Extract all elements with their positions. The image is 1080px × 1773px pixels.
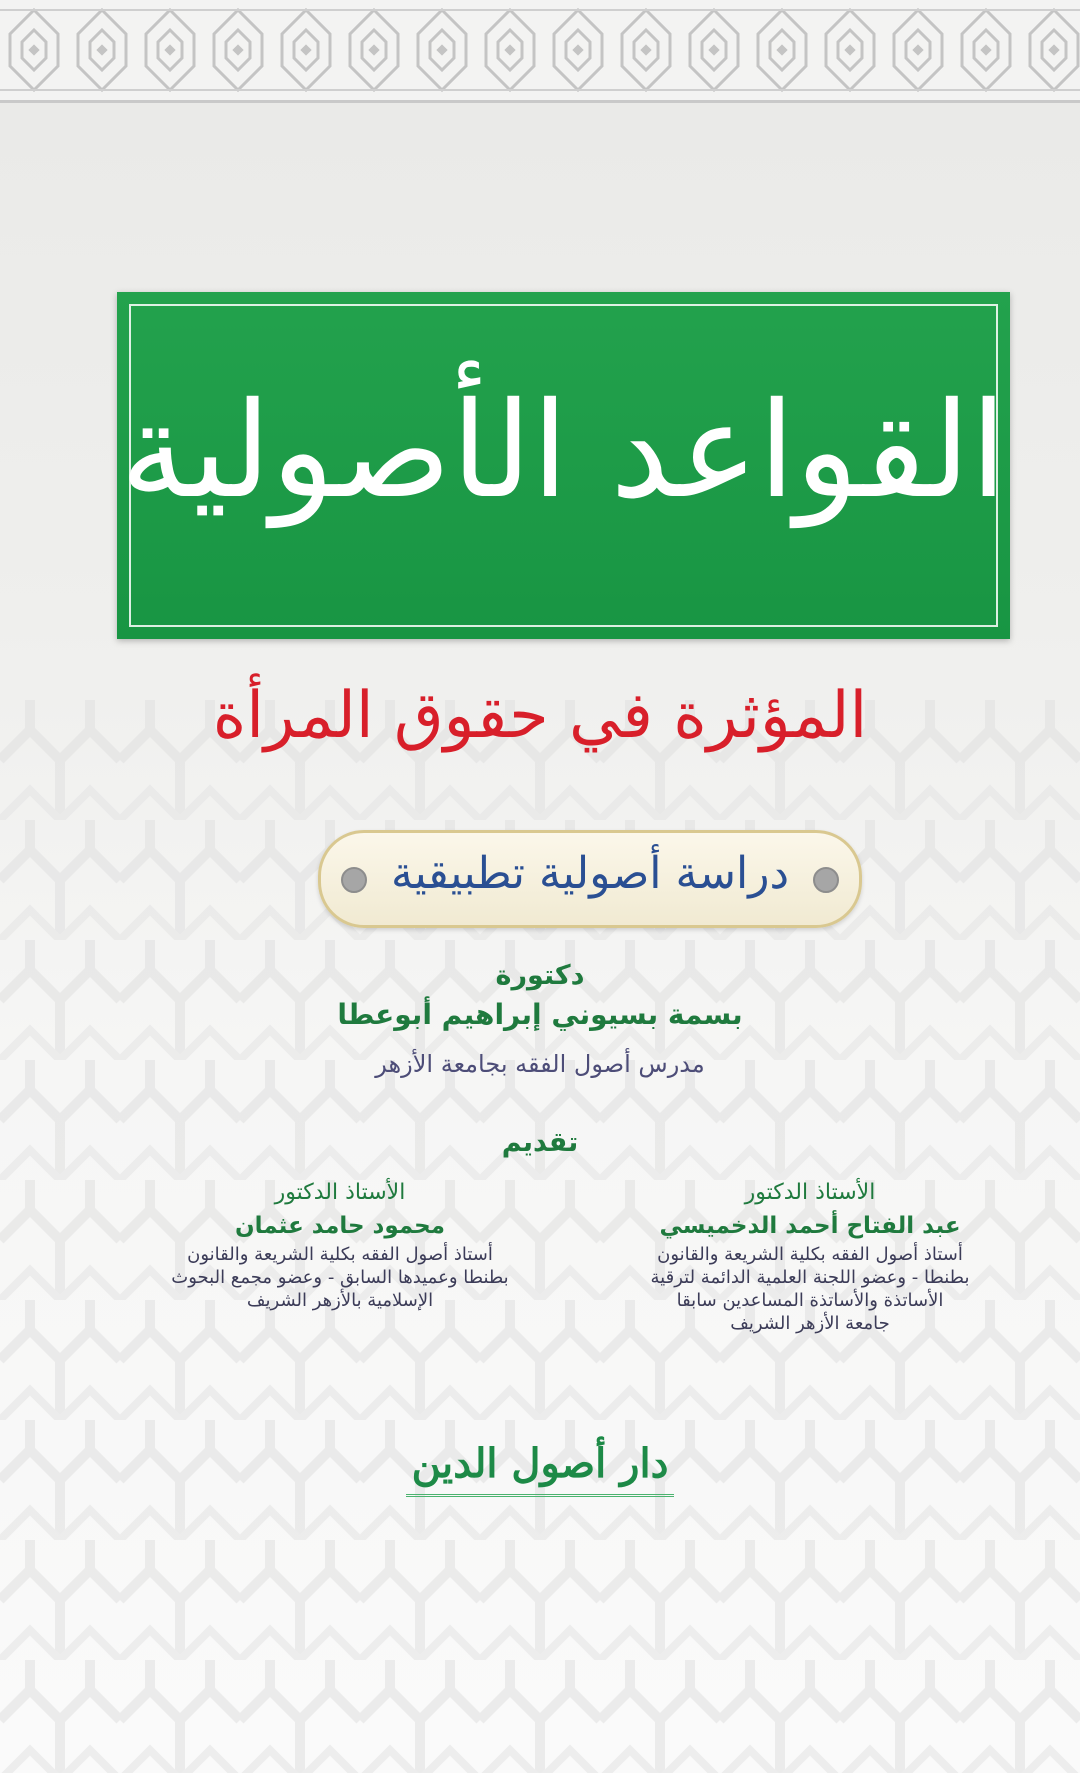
presenter-desc-line: جامعة الأزهر الشريف [730, 1313, 890, 1334]
author-name: بسمة بسيوني إبراهيم أبوعطا [337, 998, 743, 1031]
presenter-desc-line: بطنطا - وعضو اللجنة العلمية الدائمة لترقية [650, 1267, 970, 1288]
presenter-desc-line: أستاذ أصول الفقه بكلية الشريعة والقانون [657, 1244, 963, 1265]
study-type-label: دراسة أصولية تطبيقية [390, 848, 790, 899]
top-ornament-band [0, 0, 1080, 103]
presenter-desc-line: بطنطا وعميدها السابق - وعضو مجمع البحوث [171, 1267, 509, 1288]
presenter-left [125, 1177, 555, 1312]
presenter-title: الأستاذ الدكتور [744, 1180, 876, 1205]
presenter-desc-line: الإسلامية بالأزهر الشريف [246, 1290, 434, 1311]
introduction-label: تقديم [501, 1127, 579, 1158]
study-type-banner [318, 830, 862, 928]
publisher-logo: دار أصول الدين [406, 1438, 675, 1497]
presenter-title: الأستاذ الدكتور [274, 1180, 406, 1205]
title-panel [117, 292, 1010, 639]
book-title: القواعد الأصولية [120, 374, 1007, 528]
presenter-right [610, 1177, 1010, 1335]
ornament-pattern [0, 0, 1080, 100]
presenter-name: محمود حامد عثمان [235, 1213, 445, 1239]
presenter-desc-line: الأساتذة والأساتذة المساعدين سابقا [676, 1290, 944, 1311]
presenter-desc-line: أستاذ أصول الفقه بكلية الشريعة والقانون [187, 1244, 493, 1265]
author-title: دكتورة [495, 960, 585, 991]
publisher-block [0, 1438, 1080, 1497]
banner-left-dot [341, 867, 367, 893]
banner-right-dot [813, 867, 839, 893]
presenter-name: عبد الفتاح أحمد الدخميسي [659, 1213, 961, 1239]
author-role: مدرس أصول الفقه بجامعة الأزهر [375, 1050, 705, 1078]
book-subtitle: المؤثرة في حقوق المرأة [212, 679, 868, 753]
